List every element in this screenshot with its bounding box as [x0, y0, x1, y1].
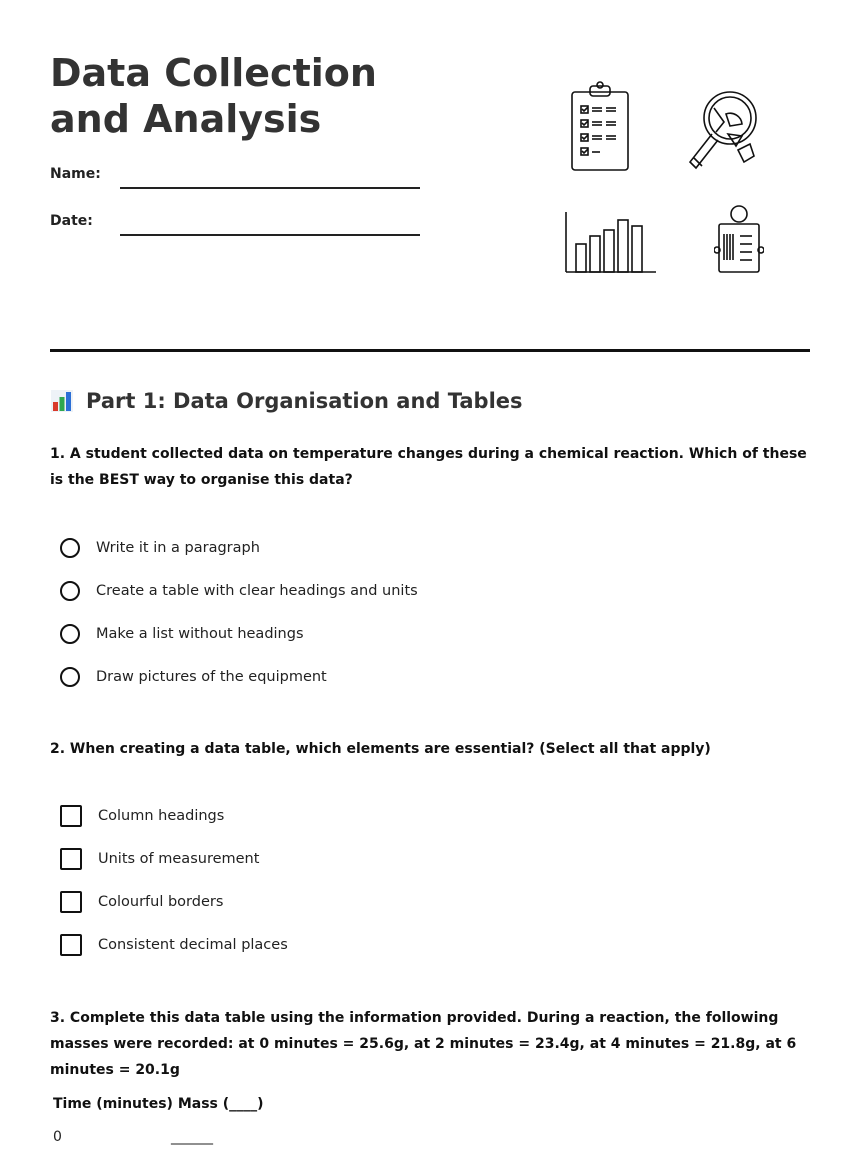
radio-button[interactable] — [60, 581, 80, 601]
bar-chart-icon — [562, 210, 658, 274]
section-title: Part 1: Data Organisation and Tables — [86, 389, 523, 413]
name-field[interactable] — [120, 187, 420, 189]
option-label: Make a list without headings — [96, 626, 304, 642]
checkbox[interactable] — [60, 848, 82, 870]
q2-option-1[interactable] — [60, 803, 224, 829]
page-title: Data Collection and Analysis — [50, 51, 377, 141]
checkbox[interactable] — [60, 934, 82, 956]
bar-chart-emoji-icon — [50, 389, 74, 413]
radio-button[interactable] — [60, 667, 80, 687]
checkbox[interactable] — [60, 891, 82, 913]
question-2: 2. When creating a data table, which elements are essential? (Select all that apply) — [50, 741, 711, 757]
date-field[interactable] — [120, 234, 420, 236]
section-heading — [50, 389, 523, 413]
option-label: Consistent decimal places — [98, 937, 288, 953]
checkbox[interactable] — [60, 805, 82, 827]
section-divider — [50, 349, 810, 352]
table-header-mass: Mass (____) — [177, 1096, 264, 1112]
header-illustrations — [560, 78, 770, 278]
date-label: Date: — [50, 213, 93, 229]
name-label: Name: — [50, 166, 101, 182]
q1-option-4[interactable] — [60, 664, 327, 690]
person-report-icon — [714, 204, 764, 276]
question-1: 1. A student collected data on temperature changes during a chemical reaction. Which of these is the BEST way to organise this data? — [50, 446, 807, 488]
q1-option-3[interactable] — [60, 621, 304, 647]
table-cell-mass-blank[interactable]: ______ — [171, 1129, 213, 1145]
option-label: Units of measurement — [98, 851, 260, 867]
radio-button[interactable] — [60, 624, 80, 644]
q2-option-4[interactable] — [60, 932, 288, 958]
q1-option-1[interactable] — [60, 535, 260, 561]
magnifier-pie-chart-icon — [682, 84, 762, 174]
option-label: Column headings — [98, 808, 225, 824]
q1-option-2[interactable] — [60, 578, 418, 604]
clipboard-checklist-icon — [568, 80, 632, 174]
table-cell-time: 0 — [53, 1129, 62, 1145]
data-table-header — [53, 1096, 264, 1112]
radio-button[interactable] — [60, 538, 80, 558]
option-label: Colourful borders — [98, 894, 224, 910]
option-label: Create a table with clear headings and units — [96, 583, 418, 599]
option-label: Write it in a paragraph — [96, 540, 260, 556]
question-3: 3. Complete this data table using the information provided. During a reaction, the following masses were recorded: at 0 minutes = 25.6g, at 2 minutes = 23.4g, at 4 minutes = 21.8g, at 6 minutes = 20.1g — [50, 1010, 797, 1078]
option-label: Draw pictures of the equipment — [96, 669, 327, 685]
table-header-time: Time (minutes) — [53, 1096, 173, 1112]
q2-option-2[interactable] — [60, 846, 259, 872]
q2-option-3[interactable] — [60, 889, 223, 915]
